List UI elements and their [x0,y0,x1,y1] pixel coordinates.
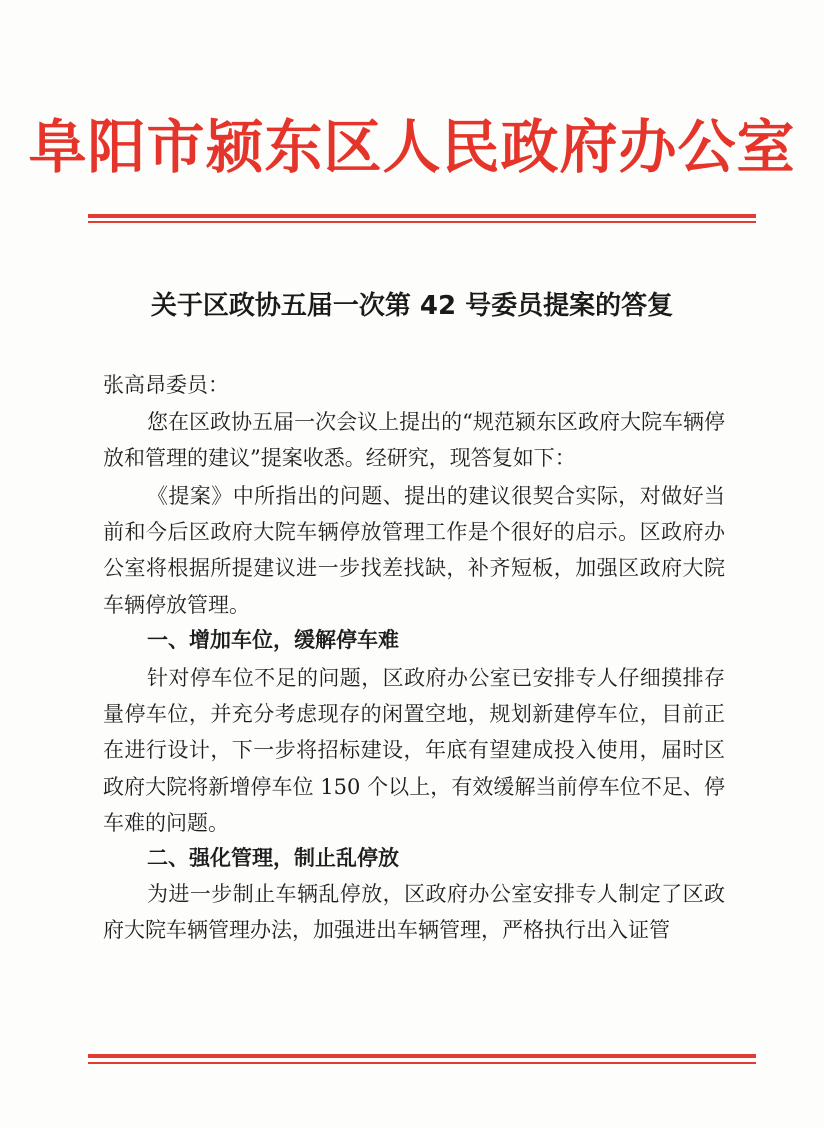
footer-rule-thick [88,1054,756,1058]
section-text-2: 为进一步制止车辆乱停放，区政府办公室安排专人制定了区政府大院车辆管理办法，加强进出车辆管理，严格执行出入证管 [103,882,725,943]
section-heading-2: 二、强化管理，制止乱停放 [147,846,399,870]
section-heading-1: 一、增加车位，缓解停车难 [147,628,399,652]
letterhead-rule-thick [88,214,756,218]
section-text-1: 针对停车位不足的问题，区政府办公室已安排专人仔细摸排存量停车位，并充分考虑现存的闲置空地，规划新建停车位，目前正在进行设计，下一步将招标建设，年底有望建成投入使用，届时区政府大院将新增停车位 150 个以上，有效缓解当前停车位不足、停车难的问题。 [103,666,725,835]
footer-rule-thin [88,1062,756,1064]
salutation: 张高昂委员： [103,373,229,397]
letterhead-rule-thin [88,221,756,223]
document-title: 关于区政协五届一次第 42 号委员提案的答复 [150,291,674,321]
letterhead-title: 阜阳市颍东区人民政府办公室 [28,113,796,181]
paragraph-intro: 您在区政协五届一次会议上提出的“规范颍东区政府大院车辆停放和管理的建议”提案收悉。经研究，现答复如下： [103,410,725,471]
paragraph-response: 《提案》中所指出的问题、提出的建议很契合实际，对做好当前和今后区政府大院车辆停放管理工作是个很好的启示。区政府办公室将根据所提建议进一步找差找缺，补齐短板，加强区政府大院车辆停放管理。 [103,484,725,617]
